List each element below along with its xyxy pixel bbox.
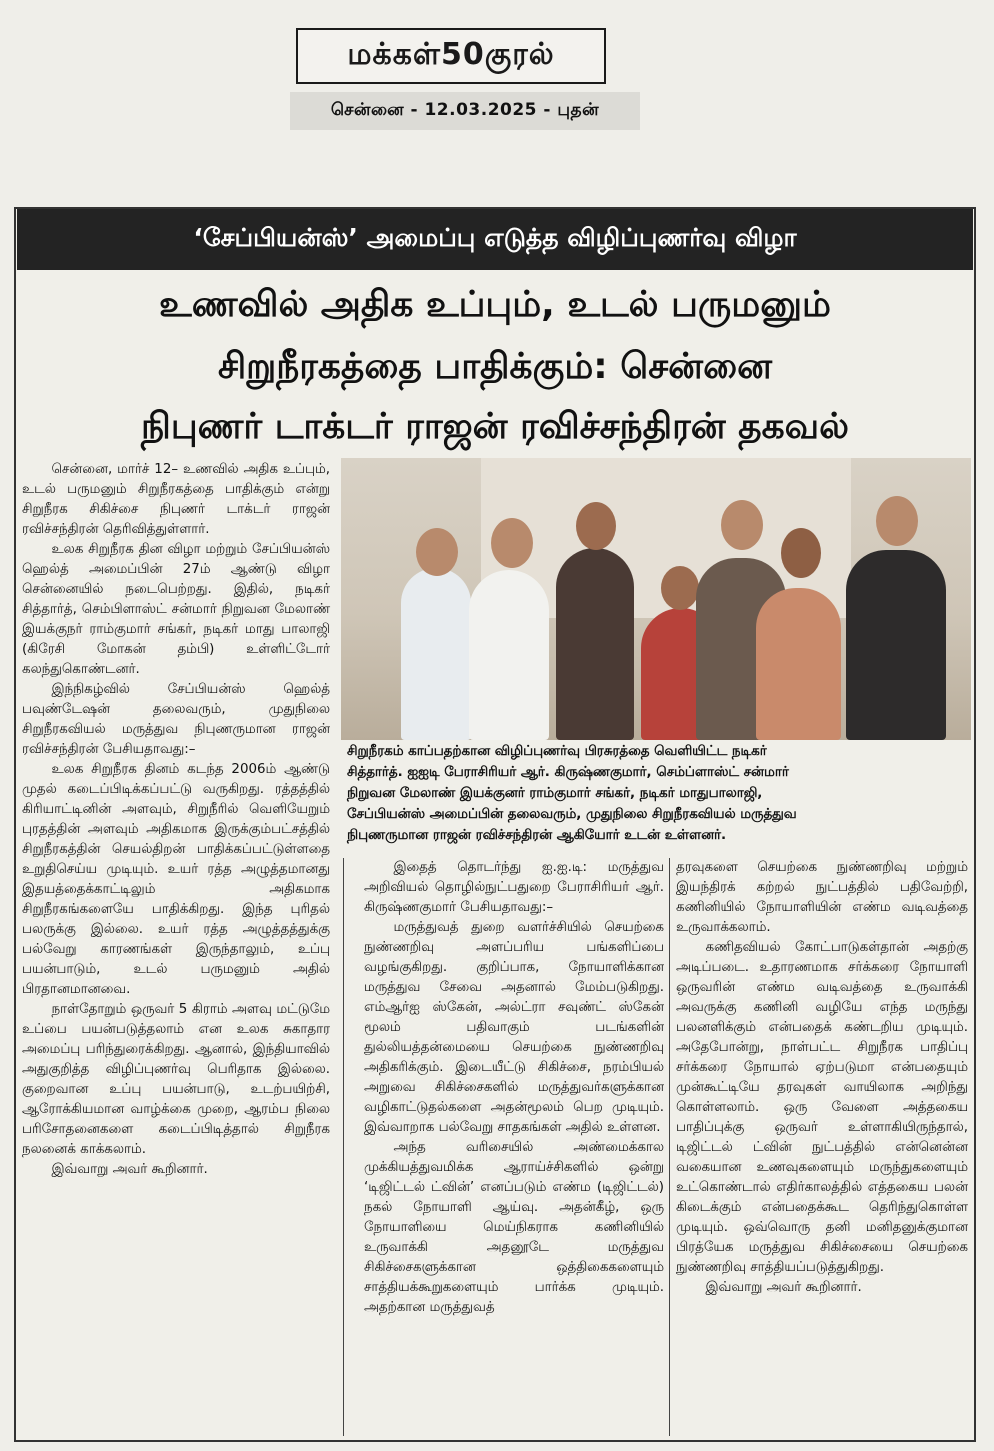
article-column-2 xyxy=(364,858,664,1318)
paragraph: இவ்வாறு அவர் கூறினார். xyxy=(51,1162,208,1177)
paragraph: உலக சிறுநீரக தின விழா மற்றும் சேப்பியன்ஸ் ஹெல்த் அமைப்பின் 27ம் ஆண்டு விழா சென்னையில் நடைபெற்றது. இதில், நடிகர் சித்தார்த், செம்பிளாஸ்ட் சன்மார் நிறுவன மேலாண் இயக்குநர் ராம்குமார் சங்கர், நடிகர் மாது பாலாஜி (கிரேசி மோகன் தம்பி) உள்ளிட்டோர் கலந்துகொண்டனர். xyxy=(22,542,330,677)
paragraph: இந்நிகழ்வில் சேப்பியன்ஸ் ஹெல்த் பவுண்டேஷன் தலைவரும், முதுநிலை சிறுநீரகவியல் மருத்துவ நிபுணருமான ராஜன் ரவிச்சந்திரன் பேசியதாவது:– xyxy=(22,682,330,757)
caption-line: நிறுவன மேலாண் இயக்குனர் ராம்குமார் சங்கர், நடிகர் மாதுபாலாஜி, xyxy=(347,786,763,801)
person-5-head xyxy=(721,500,763,550)
paragraph: இவ்வாறு அவர் கூறினார். xyxy=(705,1280,862,1295)
caption-line: சித்தார்த். ஐஐடி பேராசிரியர் ஆர். கிருஷ்ணகுமார், செம்ப்ளாஸ்ட் சன்மார் xyxy=(347,765,789,780)
person-2 xyxy=(469,570,549,740)
masthead-logo: மக்கள்50குரல் xyxy=(296,28,606,84)
event-photo xyxy=(341,458,971,740)
kicker-banner: ‘சேப்பியன்ஸ்’ அமைப்பு எடுத்த விழிப்புணர்வு விழா xyxy=(17,209,973,270)
person-4-head xyxy=(661,566,699,610)
paragraph: தரவுகளை செயற்கை நுண்ணறிவு மற்றும் இயந்திரக் கற்றல் நுட்பத்தில் பதிவேற்றி, கணினியில் நோயாளியின் எண்ம வடிவத்தை உருவாக்கலாம். xyxy=(676,860,968,935)
headline-line-3: நிபுணர் டாக்டர் ராஜன் ரவிச்சந்திரன் தகவல் xyxy=(141,406,849,447)
caption-line: நிபுணருமான ராஜன் ரவிச்சந்திரன் ஆகியோர் உடன் உள்ளனர். xyxy=(347,828,727,843)
person-3-head xyxy=(576,502,616,550)
paragraph: சென்னை, மார்ச் 12– உணவில் அதிக உப்பும், உடல் பருமனும் சிறுநீரகத்தை பாதிக்கும் என்று சிறுநீரக சிகிச்சை நிபுணர் டாக்டர் ராஜன் ரவிச்சந்திரன் தெரிவித்துள்ளார். xyxy=(22,462,330,537)
person-7-head xyxy=(876,496,918,546)
person-6 xyxy=(756,588,841,740)
person-7 xyxy=(846,550,946,740)
column-rule xyxy=(343,858,344,1436)
paragraph: அந்த வரிசையில் அண்மைக்கால முக்கியத்துவமிக்க ஆராய்ச்சிகளில் ஒன்று ‘டிஜிட்டல் ட்வின்’ எனப்படும் எண்ம (டிஜிட்டல்) நகல் நோயாளி ஆய்வு. அதன்கீழ், ஒரு நோயாளியை மெய்நிகராக கணினியில் உருவாக்கி அதனூடே மருத்துவ சிகிச்சைகளுக்கான ஒத்திகைகளையும் சாத்தியக்கூறுகளையும் பார்க்க முடியும். அதற்கான மருத்துவத் xyxy=(364,1140,664,1315)
paragraph: உலக சிறுநீரக தினம் கடந்த 2006ம் ஆண்டு முதல் கடைப்பிடிக்கப்பட்டு வருகிறது. ரத்தத்தில் கிரியாட்டினின் அளவும், சிறுநீரில் வெளியேறும் புரதத்தின் அளவும் அதிகமாக இருக்கும்பட்சத்தில் சிறுநீரகத்தின் செயல்திறன் பாதிக்கப்பட்டுள்ளதை உறுதிசெய்ய முடியும். உயர் ரத்த அழுத்தமானது இதயத்தைக்காட்டிலும் அதிகமாக சிறுநீரகங்களையே பாதிக்கிறது. இந்த புரிதல் பலருக்கு இல்லை. உயர் ரத்த அழுத்தத்துக்கு பல்வேறு காரணங்கள் இருந்தாலும், உப்பு பயன்பாடும், உடல் பருமனும் அதில் பிரதானமானவை. xyxy=(22,762,330,997)
paragraph: இதைத் தொடர்ந்து ஐ.ஐ.டி: மருத்துவ அறிவியல் தொழில்நுட்பதுறை பேராசிரியர் ஆர். கிருஷ்ணகுமார் பேசியதாவது:– xyxy=(364,860,664,915)
article-column-1 xyxy=(22,460,330,1180)
person-1-head xyxy=(416,528,458,576)
paragraph: நாள்தோறும் ஒருவர் 5 கிராம் அளவு மட்டுமே உப்பை பயன்படுத்தலாம் என உலக சுகாதார அமைப்பு பரிந்துரைக்கிறது. ஆனால், இந்தியாவில் அதுகுறித்த விழிப்புணர்வு பெரிதாக இல்லை. குறைவான உப்பு பயன்பாடு, உடற்பயிற்சி, ஆரோக்கியமான வாழ்க்கை முறை, ஆரம்ப நிலை பரிசோதனைகளை கடைப்பிடித்தால் சிறுநீரக நலனைக் காக்கலாம். xyxy=(22,1002,330,1157)
headline-line-1: உணவில் அதிக உப்பும், உடல் பருமனும் xyxy=(159,284,831,325)
paragraph: மருத்துவத் துறை வளர்ச்சியில் செயற்கை நுண்ணறிவு அளப்பரிய பங்களிப்பை வழங்குகிறது. குறிப்பாக, நோயாளிக்கான மருத்துவ சேவை அதனால் மேம்படுகிறது. எம்ஆர்ஐ ஸ்கேன், அல்ட்ரா சவுண்ட் ஸ்கேன் மூலம் பதிவாகும் படங்களின் துல்லியத்தன்மையை செயற்கை நுண்ணறிவு அதிகரிக்கும். இடையீட்டு சிகிச்சை, நரம்பியல் அறுவை சிகிச்சைகளில் மருத்துவர்களுக்கான வழிகாட்டுதல்களை அதன்மூலம் பெற முடியும். இவ்வாறாக பல்வேறு சாதகங்கள் அதில் உள்ளன. xyxy=(364,920,664,1135)
caption-line: சிறுநீரகம் காப்பதற்கான விழிப்புணர்வு பிரசுரத்தை வெளியிட்ட நடிகர் xyxy=(347,744,767,759)
paragraph: கணிதவியல் கோட்பாடுகள்தான் அதற்கு அடிப்படை. உதாரணமாக சர்க்கரை நோயாளி ஒருவரின் எண்ம வடிவத்தை உருவாக்கி அவருக்கு கணினி வழியே எந்த மருந்து பலனளிக்கும் என்பதைக் கண்டறிய முடியும். அதேபோன்று, நாள்பட்ட சிறுநீரக பாதிப்பு சர்க்கரை நோயால் ஏற்படுமா என்பதையும் முன்கூட்டியே தரவுகள் வாயிலாக அறிந்து கொள்ளலாம். ஒரு வேளை அத்தகைய பாதிப்புக்கு ஒருவர் உள்ளாகியிருந்தால், டிஜிட்டல் ட்வின் நுட்பத்தில் என்னென்ன வகையான உணவுகளையும் மருந்துகளையும் உட்கொண்டால் எதிர்காலத்தில் எத்தகைய பலன் கிடைக்கும் என்பதைக்கூட தெரிந்துகொள்ள முடியும். ஒவ்வொரு தனி மனிதனுக்குமான பிரத்யேக மருத்துவ சிகிச்சையை செயற்கை நுண்ணறிவு சாத்தியப்படுத்துகிறது. xyxy=(676,940,968,1275)
column-rule xyxy=(669,858,670,1436)
photo-caption xyxy=(347,741,967,846)
dateline: சென்னை - 12.03.2025 - புதன் xyxy=(290,92,640,130)
headline-line-2: சிறுநீரகத்தை பாதிக்கும்: சென்னை xyxy=(217,346,773,387)
article-column-3 xyxy=(676,858,968,1298)
caption-line: சேப்பியன்ஸ் அமைப்பின் தலைவரும், முதுநிலை சிறுநீரகவியல் மருத்துவ xyxy=(347,807,797,822)
person-3 xyxy=(556,548,634,740)
person-2-head xyxy=(491,518,533,568)
person-6-head xyxy=(781,528,821,578)
person-1 xyxy=(401,568,471,740)
